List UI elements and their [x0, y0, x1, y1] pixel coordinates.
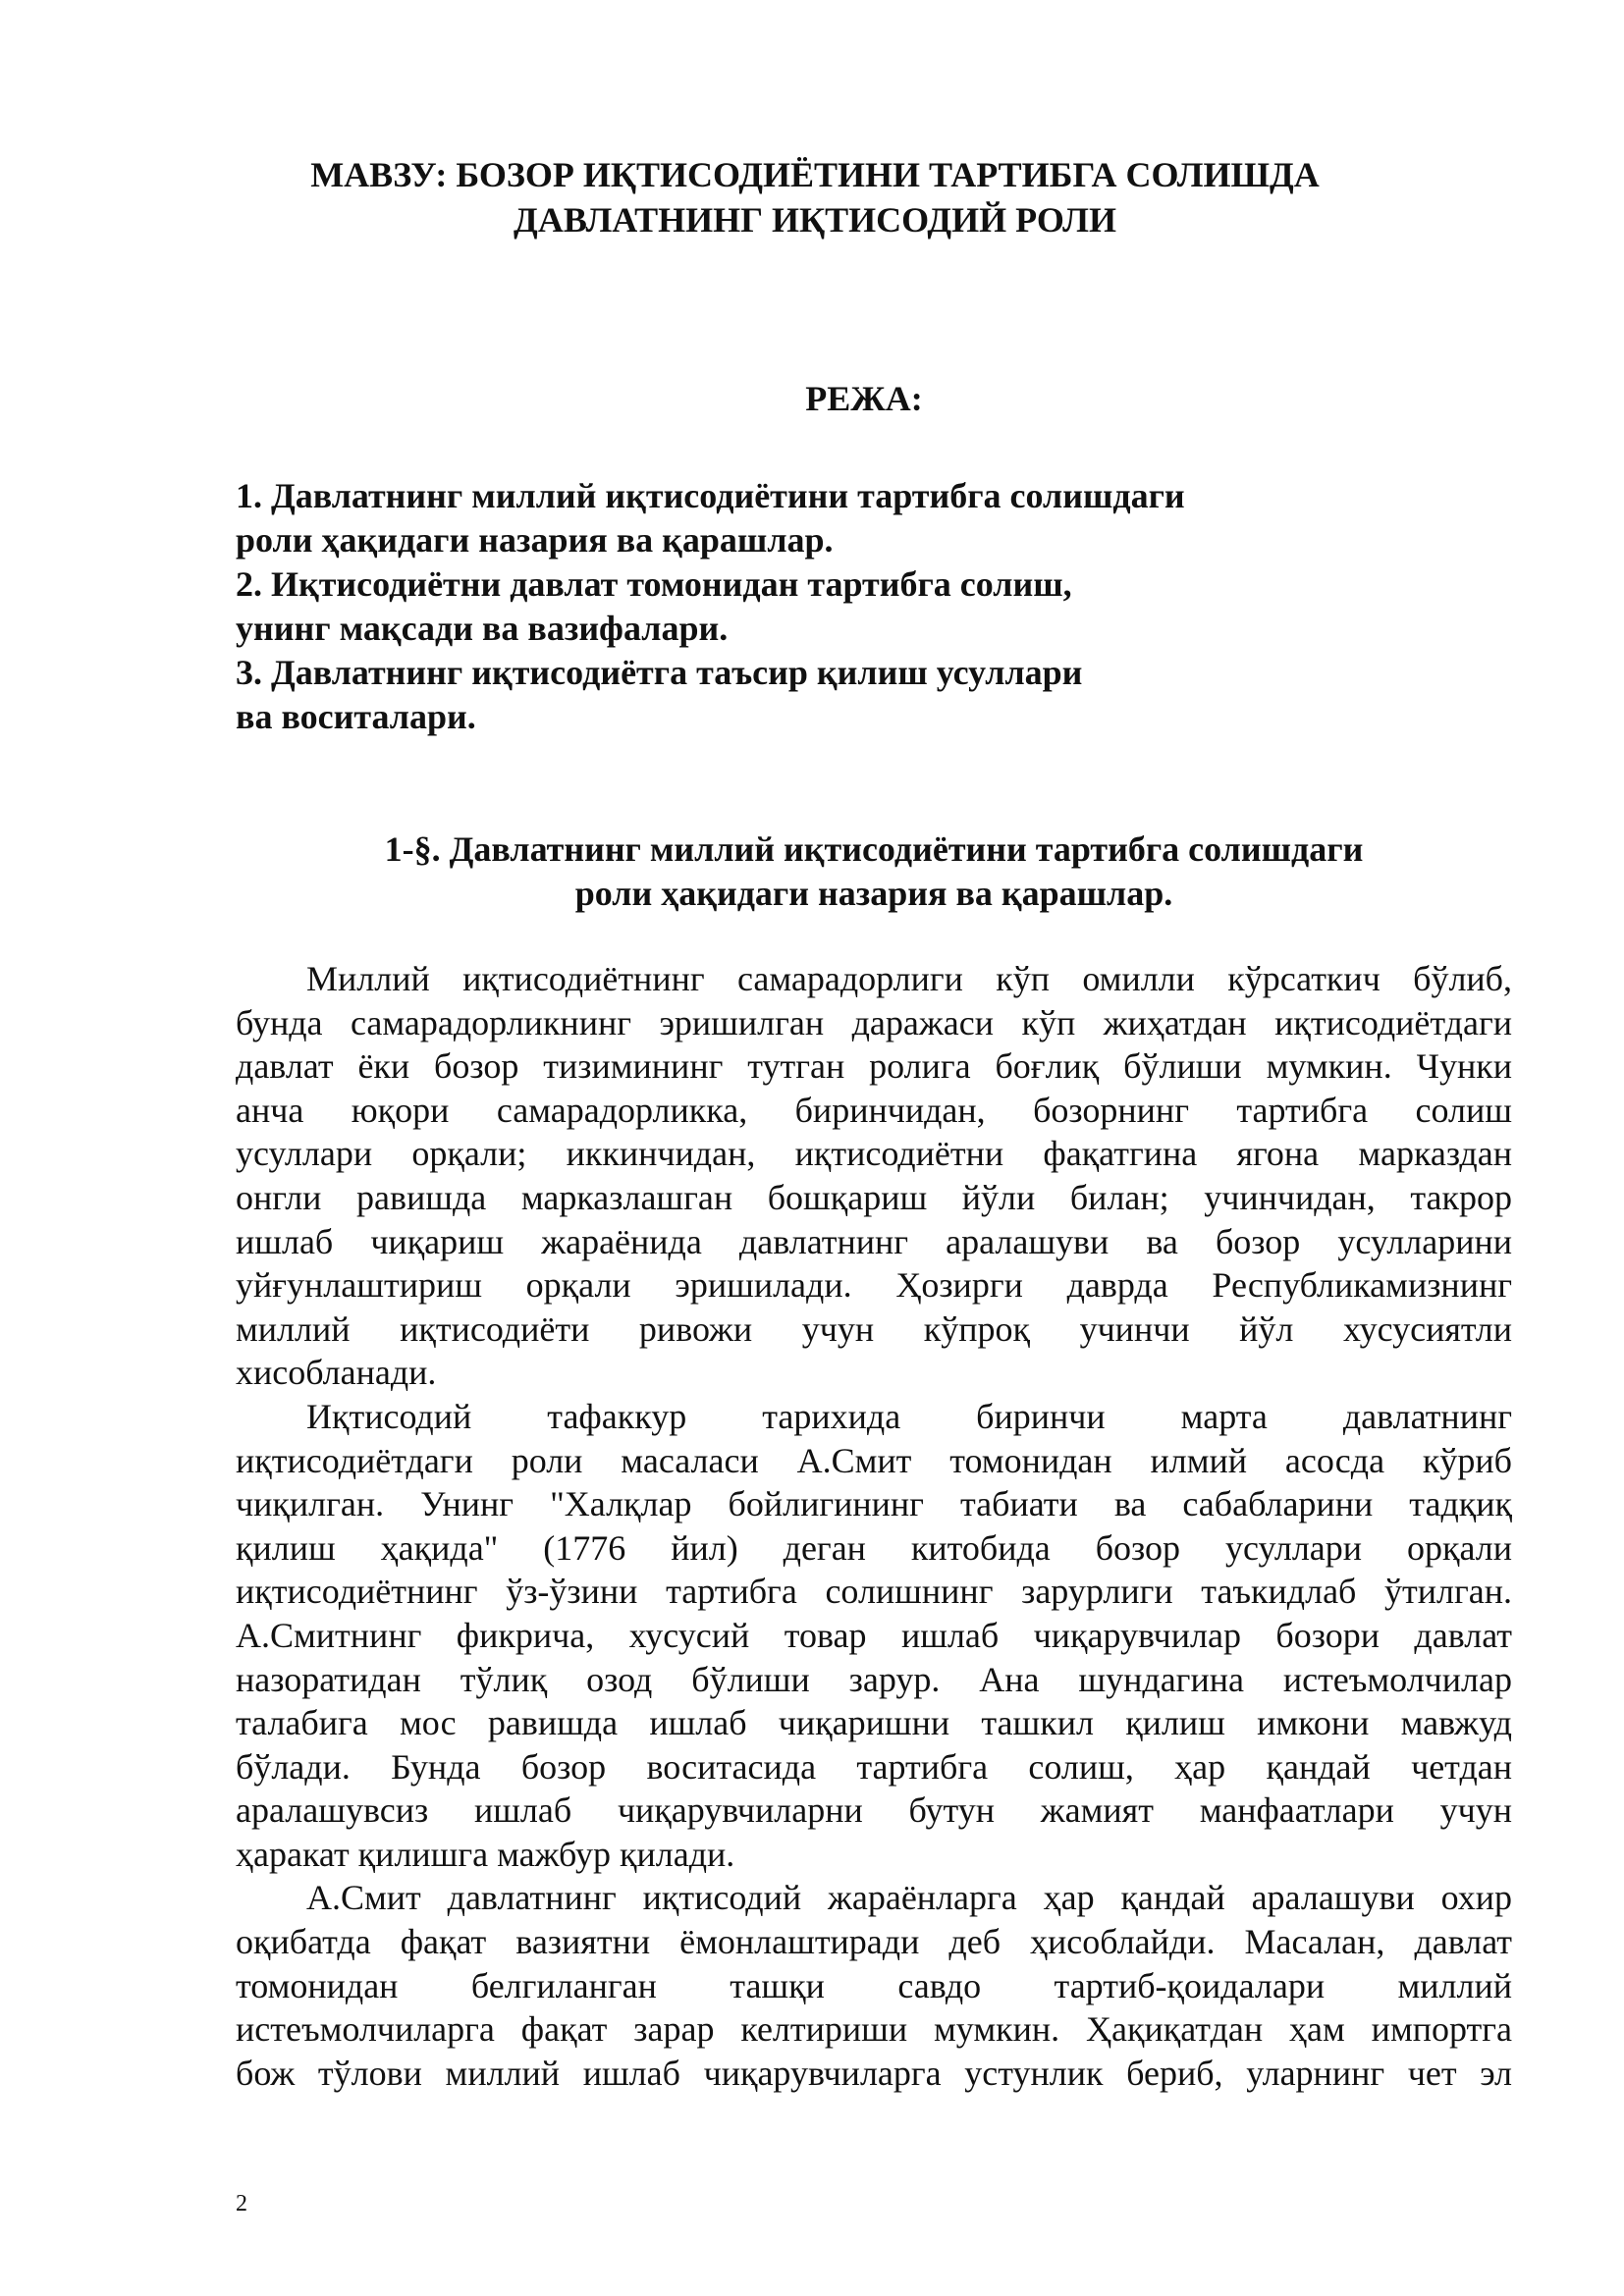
section-heading — [236, 828, 1512, 916]
plan-item-line: 1. Давлатнинг миллий иқтисодиётини тартибга солишдаги — [236, 476, 1185, 515]
body-line: Иқтисодий тафаккур тарихида биринчи марта давлатнинг — [306, 1396, 1512, 1436]
document-title — [236, 152, 1394, 242]
body-line: усуллари орқали; иккинчидан, иқтисодиётни фақатгина ягона марказдан — [236, 1134, 1512, 1174]
section-heading-line: роли ҳақидаги назария ва қарашлар. — [574, 874, 1173, 913]
body-line: қилиш ҳақида" (1776 йил) деган китобида бозор усуллари орқали — [236, 1527, 1512, 1568]
body-line: Миллий иқтисодиётнинг самарадорлиги кўп омилли кўрсаткич бўлиб, — [306, 959, 1512, 998]
body-line: бўлади. Бунда бозор воситасида тартибга солиш, ҳар қандай четдан — [236, 1746, 1512, 1787]
body-text — [236, 957, 1512, 2095]
body-line: талабига мос равишда ишлаб чиқаришни ташкил қилиш имкони мавжуд — [236, 1703, 1512, 1743]
page-number: 2 — [236, 2191, 247, 2216]
plan-heading: РЕЖА: — [805, 379, 923, 418]
body-line: миллий иқтисодиёти ривожи учун кўпроқ учинчи йўл хусусиятли — [236, 1308, 1512, 1349]
body-line: иқтисодиётдаги роли масаласи А.Смит томонидан илмий асосда кўриб — [236, 1440, 1512, 1480]
plan-item-line: 2. Иқтисодиётни давлат томонидан тартибга солиш, — [236, 564, 1072, 604]
title-line: ДАВЛАТНИНГ ИҚТИСОДИЙ РОЛИ — [514, 200, 1116, 240]
body-line: чиқилган. Унинг "Халқлар бойлигининг табиати ва сабабларини тадқиқ — [236, 1484, 1512, 1524]
body-line: анча юқори самарадорликка, биринчидан, бозорнинг тартибга солиш — [236, 1090, 1512, 1130]
body-line: бунда самарадорликнинг эришилган даражаси кўп жиҳатдан иқтисодиётдаги — [236, 1002, 1512, 1042]
body-line: назоратидан тўлиқ озод бўлиши зарур. Ана шундагина истеъмолчилар — [236, 1659, 1512, 1699]
body-line: томонидан белгиланган ташқи савдо тартиб-қоидалари миллий — [236, 1965, 1512, 2005]
section-heading-line: 1-§. Давлатнинг миллий иқтисодиётини тартибга солишдаги — [384, 829, 1364, 869]
plan-item-line: унинг мақсади ва вазифалари. — [236, 609, 729, 648]
plan-item-line: роли ҳақидаги назария ва қарашлар. — [236, 520, 834, 560]
body-line: давлат ёки бозор тизимининг тутган ролига боғлиқ бўлиши мумкин. Чунки — [236, 1046, 1512, 1087]
body-line: А.Смит давлатнинг иқтисодий жараёнларга ҳар қандай аралашуви охир — [306, 1878, 1512, 1918]
body-line: бож тўлови миллий ишлаб чиқарувчиларга устунлик бериб, уларнинг чет эл — [236, 2053, 1512, 2093]
body-line: аралашувсиз ишлаб чиқарувчиларни бутун жамият манфаатлари учун — [236, 1790, 1512, 1831]
body-line: ишлаб чиқариш жараёнида давлатнинг аралашуви ва бозор усулларини — [236, 1221, 1512, 1261]
plan-item-line: ва воситалари. — [236, 697, 476, 736]
body-line: оқибатда фақат вазиятни ёмонлаштиради деб ҳисоблайди. Масалан, давлат — [236, 1922, 1512, 1962]
body-line: А.Смитнинг фикрича, хусусий товар ишлаб чиқарувчилар бозори давлат — [236, 1615, 1512, 1655]
plan-item-line: 3. Давлатнинг иқтисодиётга таъсир қилиш усуллари — [236, 653, 1083, 692]
plan-list — [236, 474, 1316, 739]
body-line: уйғунлаштириш орқали эришилади. Ҳозирги даврда Республикамизнинг — [236, 1265, 1512, 1306]
body-line: истеъмолчиларга фақат зарар келтириши мумкин. Ҳақиқатдан ҳам импортга — [236, 2009, 1512, 2050]
body-line: онгли равишда марказлашган бошқариш йўли билан; учинчидан, такрор — [236, 1177, 1512, 1217]
title-line: МАВЗУ: БОЗОР ИҚТИСОДИЁТИНИ ТАРТИБГА СОЛИШДА — [310, 155, 1320, 194]
body-line: хисобланади. — [236, 1353, 437, 1393]
body-line: ҳаракат қилишга мажбур қилади. — [236, 1834, 735, 1874]
body-line: иқтисодиётнинг ўз-ўзини тартибга солишнинг зарурлиги таъкидлаб ўтилган. — [236, 1572, 1512, 1612]
